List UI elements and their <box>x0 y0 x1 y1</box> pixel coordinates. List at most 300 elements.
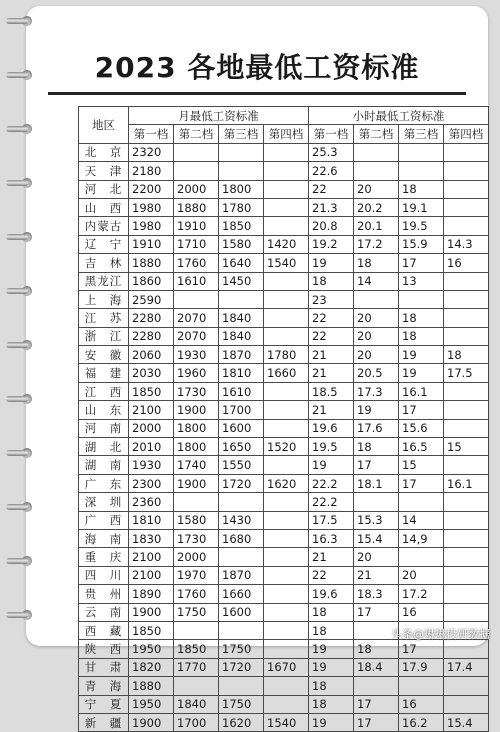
monthly-wage-cell <box>264 162 309 180</box>
table-row <box>79 603 489 621</box>
hourly-wage-cell: 18.3 <box>354 585 399 603</box>
monthly-wage-cell: 1780 <box>264 346 309 364</box>
header-hourly-tier: 第一档 <box>309 125 354 143</box>
monthly-wage-cell: 1540 <box>264 254 309 272</box>
monthly-wage-cell: 1750 <box>174 603 219 621</box>
hourly-wage-cell: 17.2 <box>354 235 399 253</box>
monthly-wage-cell: 1980 <box>129 217 174 235</box>
hourly-wage-cell: 14.3 <box>444 235 489 253</box>
monthly-wage-cell: 1660 <box>219 585 264 603</box>
hourly-wage-cell <box>444 162 489 180</box>
table-row <box>79 474 489 492</box>
hourly-wage-cell: 21 <box>354 566 399 584</box>
table-row <box>79 456 489 474</box>
hourly-wage-cell <box>444 640 489 658</box>
monthly-wage-cell <box>174 677 219 695</box>
monthly-wage-cell <box>264 143 309 161</box>
monthly-wage-cell: 2590 <box>129 290 174 308</box>
monthly-wage-cell: 1730 <box>174 382 219 400</box>
monthly-wage-cell: 1430 <box>219 511 264 529</box>
hourly-wage-cell: 17.9 <box>399 658 444 676</box>
monthly-wage-cell <box>264 621 309 639</box>
header-hourly: 小时最低工资标准 <box>309 107 489 125</box>
header-hourly-tier: 第三档 <box>399 125 444 143</box>
monthly-wage-cell <box>174 143 219 161</box>
hourly-wage-cell <box>444 548 489 566</box>
hourly-wage-cell: 19.2 <box>309 235 354 253</box>
monthly-wage-cell: 1860 <box>129 272 174 290</box>
hourly-wage-cell: 17 <box>399 254 444 272</box>
hourly-wage-cell: 22.2 <box>309 474 354 492</box>
binding-ring <box>6 610 36 620</box>
monthly-wage-cell <box>219 621 264 639</box>
hourly-wage-cell <box>444 529 489 547</box>
hourly-wage-cell: 20 <box>354 309 399 327</box>
hourly-wage-cell: 15.4 <box>354 529 399 547</box>
table-row <box>79 677 489 695</box>
monthly-wage-cell: 1910 <box>129 235 174 253</box>
region-cell: 吉 林 <box>79 254 129 272</box>
hourly-wage-cell: 20.1 <box>354 217 399 235</box>
monthly-wage-cell: 1930 <box>129 456 174 474</box>
monthly-wage-cell: 1660 <box>264 364 309 382</box>
monthly-wage-cell <box>264 493 309 511</box>
hourly-wage-cell: 21 <box>309 401 354 419</box>
monthly-wage-cell: 1880 <box>129 254 174 272</box>
hourly-wage-cell: 20 <box>354 346 399 364</box>
monthly-wage-cell: 1740 <box>174 456 219 474</box>
hourly-wage-cell: 17 <box>354 456 399 474</box>
hourly-wage-cell: 22 <box>309 566 354 584</box>
hourly-wage-cell: 19 <box>309 658 354 676</box>
table-row <box>79 640 489 658</box>
hourly-wage-cell: 19 <box>354 401 399 419</box>
hourly-wage-cell: 18 <box>354 438 399 456</box>
hourly-wage-cell: 18.1 <box>354 474 399 492</box>
hourly-wage-cell: 17 <box>399 474 444 492</box>
region-cell: 江 苏 <box>79 309 129 327</box>
monthly-wage-cell <box>264 566 309 584</box>
hourly-wage-cell <box>354 162 399 180</box>
hourly-wage-cell: 17 <box>399 640 444 658</box>
monthly-wage-cell: 1900 <box>174 401 219 419</box>
monthly-wage-cell <box>264 456 309 474</box>
hourly-wage-cell: 17.5 <box>444 364 489 382</box>
monthly-wage-cell: 2030 <box>129 364 174 382</box>
monthly-wage-cell: 1730 <box>174 529 219 547</box>
hourly-wage-cell <box>444 603 489 621</box>
region-cell: 山 东 <box>79 401 129 419</box>
table-row <box>79 401 489 419</box>
hourly-wage-cell <box>399 677 444 695</box>
region-cell: 山 西 <box>79 198 129 216</box>
table-row <box>79 585 489 603</box>
hourly-wage-cell: 18 <box>399 309 444 327</box>
region-cell: 河 南 <box>79 419 129 437</box>
monthly-wage-cell <box>264 401 309 419</box>
monthly-wage-cell <box>264 695 309 713</box>
monthly-wage-cell: 2360 <box>129 493 174 511</box>
monthly-wage-cell <box>219 493 264 511</box>
monthly-wage-cell: 1720 <box>219 658 264 676</box>
monthly-wage-cell: 1750 <box>219 695 264 713</box>
header-hourly-tier: 第二档 <box>354 125 399 143</box>
hourly-wage-cell <box>444 272 489 290</box>
hourly-wage-cell: 20.8 <box>309 217 354 235</box>
table-row <box>79 180 489 198</box>
table-row <box>79 235 489 253</box>
hourly-wage-cell: 16 <box>399 695 444 713</box>
hourly-wage-cell: 19 <box>309 254 354 272</box>
monthly-wage-cell: 1850 <box>129 382 174 400</box>
monthly-wage-cell: 1750 <box>219 640 264 658</box>
page-title: 2023 各地最低工资标准 <box>94 51 420 84</box>
region-cell: 甘 肃 <box>79 658 129 676</box>
monthly-wage-cell: 1580 <box>219 235 264 253</box>
table-row <box>79 346 489 364</box>
hourly-wage-cell: 20 <box>354 327 399 345</box>
monthly-wage-cell: 1900 <box>129 603 174 621</box>
table-row <box>79 162 489 180</box>
hourly-wage-cell: 17.6 <box>354 419 399 437</box>
region-cell: 湖 北 <box>79 438 129 456</box>
hourly-wage-cell: 22 <box>309 180 354 198</box>
notebook-page <box>26 6 488 730</box>
binding-ring <box>6 232 36 242</box>
hourly-wage-cell: 15.3 <box>354 511 399 529</box>
monthly-wage-cell <box>264 272 309 290</box>
hourly-wage-cell: 16.1 <box>444 474 489 492</box>
hourly-wage-cell: 18.4 <box>354 658 399 676</box>
monthly-wage-cell: 1600 <box>219 419 264 437</box>
hourly-wage-cell: 19 <box>399 346 444 364</box>
region-cell: 海 南 <box>79 529 129 547</box>
region-cell: 重 庆 <box>79 548 129 566</box>
region-cell: 上 海 <box>79 290 129 308</box>
monthly-wage-cell: 1580 <box>174 511 219 529</box>
hourly-wage-cell: 18 <box>444 346 489 364</box>
hourly-wage-cell: 18 <box>399 180 444 198</box>
monthly-wage-cell <box>174 290 219 308</box>
monthly-wage-cell: 1450 <box>219 272 264 290</box>
monthly-wage-cell: 2060 <box>129 346 174 364</box>
hourly-wage-cell: 18 <box>399 327 444 345</box>
region-cell: 内蒙古 <box>79 217 129 235</box>
header-monthly: 月最低工资标准 <box>129 107 309 125</box>
hourly-wage-cell: 17 <box>399 401 444 419</box>
monthly-wage-cell: 1680 <box>219 529 264 547</box>
region-cell: 浙 江 <box>79 327 129 345</box>
region-cell: 四 川 <box>79 566 129 584</box>
monthly-wage-cell <box>264 382 309 400</box>
binding-ring <box>6 70 36 80</box>
hourly-wage-cell: 17.4 <box>444 658 489 676</box>
binding-ring <box>6 124 36 134</box>
hourly-wage-cell: 17.2 <box>399 585 444 603</box>
header-monthly-tier: 第四档 <box>264 125 309 143</box>
hourly-wage-cell: 15 <box>399 456 444 474</box>
region-cell: 安 徽 <box>79 346 129 364</box>
monthly-wage-cell <box>174 493 219 511</box>
hourly-wage-cell: 14 <box>399 511 444 529</box>
hourly-wage-cell <box>354 290 399 308</box>
monthly-wage-cell: 1650 <box>219 438 264 456</box>
hourly-wage-cell: 18 <box>309 272 354 290</box>
hourly-wage-cell <box>444 511 489 529</box>
monthly-wage-cell: 2000 <box>174 548 219 566</box>
monthly-wage-cell: 1720 <box>219 474 264 492</box>
monthly-wage-cell: 1850 <box>174 640 219 658</box>
monthly-wage-cell <box>264 640 309 658</box>
monthly-wage-cell: 1840 <box>219 327 264 345</box>
monthly-wage-cell <box>264 585 309 603</box>
title-underline <box>48 92 466 95</box>
region-cell: 云 南 <box>79 603 129 621</box>
monthly-wage-cell: 1960 <box>174 364 219 382</box>
header-region: 地区 <box>79 107 129 144</box>
region-cell: 宁 夏 <box>79 695 129 713</box>
hourly-wage-cell: 13 <box>399 272 444 290</box>
region-cell: 湖 南 <box>79 456 129 474</box>
hourly-wage-cell: 19.5 <box>399 217 444 235</box>
monthly-wage-cell <box>219 290 264 308</box>
hourly-wage-cell: 22.6 <box>309 162 354 180</box>
monthly-wage-cell <box>264 677 309 695</box>
hourly-wage-cell: 20 <box>399 566 444 584</box>
header-hourly-tier: 第四档 <box>444 125 489 143</box>
monthly-wage-cell: 1850 <box>219 217 264 235</box>
hourly-wage-cell <box>399 162 444 180</box>
table-row <box>79 658 489 676</box>
hourly-wage-cell: 16.2 <box>399 713 444 731</box>
monthly-wage-cell: 2100 <box>129 401 174 419</box>
hourly-wage-cell <box>444 382 489 400</box>
hourly-wage-cell <box>444 327 489 345</box>
watermark: 头条@琳琳投研数据 <box>391 628 490 641</box>
hourly-wage-cell: 19 <box>309 713 354 731</box>
monthly-wage-cell <box>264 180 309 198</box>
monthly-wage-cell: 2000 <box>129 419 174 437</box>
monthly-wage-cell: 1780 <box>219 198 264 216</box>
hourly-wage-cell: 16 <box>399 603 444 621</box>
monthly-wage-cell: 1870 <box>219 566 264 584</box>
hourly-wage-cell: 21.3 <box>309 198 354 216</box>
hourly-wage-cell: 18.5 <box>309 382 354 400</box>
monthly-wage-cell <box>264 419 309 437</box>
table-row <box>79 493 489 511</box>
monthly-wage-cell: 2070 <box>174 327 219 345</box>
hourly-wage-cell: 18 <box>354 640 399 658</box>
monthly-wage-cell <box>174 162 219 180</box>
table-row <box>79 272 489 290</box>
hourly-wage-cell <box>444 677 489 695</box>
monthly-wage-cell: 2070 <box>174 309 219 327</box>
table-row <box>79 529 489 547</box>
binding-ring <box>6 502 36 512</box>
monthly-wage-cell: 1900 <box>129 713 174 731</box>
hourly-wage-cell: 15.9 <box>399 235 444 253</box>
hourly-wage-cell: 18 <box>309 621 354 639</box>
table-row <box>79 254 489 272</box>
hourly-wage-cell: 15.6 <box>399 419 444 437</box>
table-row <box>79 327 489 345</box>
monthly-wage-cell: 2200 <box>129 180 174 198</box>
table-row <box>79 511 489 529</box>
monthly-wage-cell <box>219 677 264 695</box>
hourly-wage-cell: 20.2 <box>354 198 399 216</box>
monthly-wage-cell: 1540 <box>264 713 309 731</box>
hourly-wage-cell <box>444 290 489 308</box>
monthly-wage-cell: 1930 <box>174 346 219 364</box>
monthly-wage-cell: 1700 <box>219 401 264 419</box>
binding-ring <box>6 178 36 188</box>
hourly-wage-cell: 18 <box>309 677 354 695</box>
region-cell: 河 北 <box>79 180 129 198</box>
hourly-wage-cell <box>399 493 444 511</box>
monthly-wage-cell: 1710 <box>174 235 219 253</box>
hourly-wage-cell <box>399 548 444 566</box>
monthly-wage-cell <box>264 511 309 529</box>
header-monthly-tier: 第三档 <box>219 125 264 143</box>
monthly-wage-cell: 1620 <box>219 713 264 731</box>
hourly-wage-cell: 22 <box>309 327 354 345</box>
monthly-wage-cell: 1610 <box>174 272 219 290</box>
monthly-wage-cell: 1600 <box>219 603 264 621</box>
monthly-wage-cell: 1760 <box>174 585 219 603</box>
region-cell: 江 西 <box>79 382 129 400</box>
hourly-wage-cell: 18 <box>309 695 354 713</box>
monthly-wage-cell <box>264 290 309 308</box>
region-cell: 新 疆 <box>79 713 129 731</box>
monthly-wage-cell: 2280 <box>129 309 174 327</box>
monthly-wage-cell <box>174 621 219 639</box>
hourly-wage-cell <box>444 456 489 474</box>
hourly-wage-cell <box>354 493 399 511</box>
monthly-wage-cell: 1520 <box>264 438 309 456</box>
monthly-wage-cell: 1890 <box>129 585 174 603</box>
monthly-wage-cell: 2000 <box>174 180 219 198</box>
monthly-wage-cell: 2100 <box>129 548 174 566</box>
hourly-wage-cell: 16 <box>444 254 489 272</box>
hourly-wage-cell: 17 <box>354 603 399 621</box>
hourly-wage-cell <box>444 695 489 713</box>
hourly-wage-cell <box>444 566 489 584</box>
monthly-wage-cell: 1640 <box>219 254 264 272</box>
hourly-wage-cell: 16.3 <box>309 529 354 547</box>
monthly-wage-cell: 1670 <box>264 658 309 676</box>
hourly-wage-cell <box>444 309 489 327</box>
hourly-wage-cell: 16.5 <box>399 438 444 456</box>
hourly-wage-cell: 20 <box>354 548 399 566</box>
hourly-wage-cell <box>444 419 489 437</box>
region-cell: 黑龙江 <box>79 272 129 290</box>
region-cell: 辽 宁 <box>79 235 129 253</box>
hourly-wage-cell: 15 <box>444 438 489 456</box>
table-row <box>79 217 489 235</box>
monthly-wage-cell: 1810 <box>129 511 174 529</box>
monthly-wage-cell <box>264 198 309 216</box>
hourly-wage-cell: 14 <box>354 272 399 290</box>
region-cell: 深 圳 <box>79 493 129 511</box>
monthly-wage-cell: 1970 <box>174 566 219 584</box>
hourly-wage-cell: 21 <box>309 364 354 382</box>
table-row <box>79 695 489 713</box>
monthly-wage-cell: 1850 <box>129 621 174 639</box>
table-row <box>79 713 489 731</box>
hourly-wage-cell: 19 <box>309 640 354 658</box>
monthly-wage-cell <box>219 162 264 180</box>
hourly-wage-cell: 19.6 <box>309 585 354 603</box>
hourly-wage-cell <box>444 198 489 216</box>
monthly-wage-cell: 2300 <box>129 474 174 492</box>
table-row <box>79 309 489 327</box>
monthly-wage-cell: 2010 <box>129 438 174 456</box>
monthly-wage-cell: 1420 <box>264 235 309 253</box>
monthly-wage-cell: 1840 <box>174 695 219 713</box>
binding-ring <box>6 16 36 26</box>
hourly-wage-cell <box>354 143 399 161</box>
binding-ring <box>6 448 36 458</box>
region-cell: 北 京 <box>79 143 129 161</box>
hourly-wage-cell <box>444 585 489 603</box>
region-cell: 广 西 <box>79 511 129 529</box>
monthly-wage-cell <box>264 603 309 621</box>
hourly-wage-cell <box>399 143 444 161</box>
hourly-wage-cell: 19 <box>309 456 354 474</box>
monthly-wage-cell: 1550 <box>219 456 264 474</box>
hourly-wage-cell: 23 <box>309 290 354 308</box>
hourly-wage-cell <box>444 401 489 419</box>
hourly-wage-cell: 19.5 <box>309 438 354 456</box>
region-cell: 西 藏 <box>79 621 129 639</box>
hourly-wage-cell: 19.1 <box>399 198 444 216</box>
hourly-wage-cell: 20 <box>354 180 399 198</box>
table-row <box>79 382 489 400</box>
monthly-wage-cell: 1950 <box>129 640 174 658</box>
monthly-wage-cell: 2180 <box>129 162 174 180</box>
monthly-wage-cell: 1900 <box>174 474 219 492</box>
monthly-wage-cell <box>264 309 309 327</box>
monthly-wage-cell: 2100 <box>129 566 174 584</box>
hourly-wage-cell: 17.5 <box>309 511 354 529</box>
monthly-wage-cell: 1910 <box>174 217 219 235</box>
header-monthly-tier: 第一档 <box>129 125 174 143</box>
monthly-wage-cell: 1980 <box>129 198 174 216</box>
binding-ring <box>6 394 36 404</box>
region-cell: 青 海 <box>79 677 129 695</box>
monthly-wage-cell: 1810 <box>219 364 264 382</box>
hourly-wage-cell <box>399 290 444 308</box>
monthly-wage-cell: 1830 <box>129 529 174 547</box>
hourly-wage-cell: 15.4 <box>444 713 489 731</box>
table-row <box>79 438 489 456</box>
hourly-wage-cell: 19.6 <box>309 419 354 437</box>
hourly-wage-cell: 21 <box>309 548 354 566</box>
table-row <box>79 566 489 584</box>
monthly-wage-cell <box>219 548 264 566</box>
table-row <box>79 290 489 308</box>
monthly-wage-cell: 1950 <box>129 695 174 713</box>
monthly-wage-cell: 1800 <box>174 419 219 437</box>
hourly-wage-cell <box>444 217 489 235</box>
hourly-wage-cell <box>444 143 489 161</box>
monthly-wage-cell: 2280 <box>129 327 174 345</box>
monthly-wage-cell: 1610 <box>219 382 264 400</box>
hourly-wage-cell: 16.1 <box>399 382 444 400</box>
hourly-wage-cell: 22 <box>309 309 354 327</box>
hourly-wage-cell <box>444 493 489 511</box>
monthly-wage-cell <box>264 529 309 547</box>
